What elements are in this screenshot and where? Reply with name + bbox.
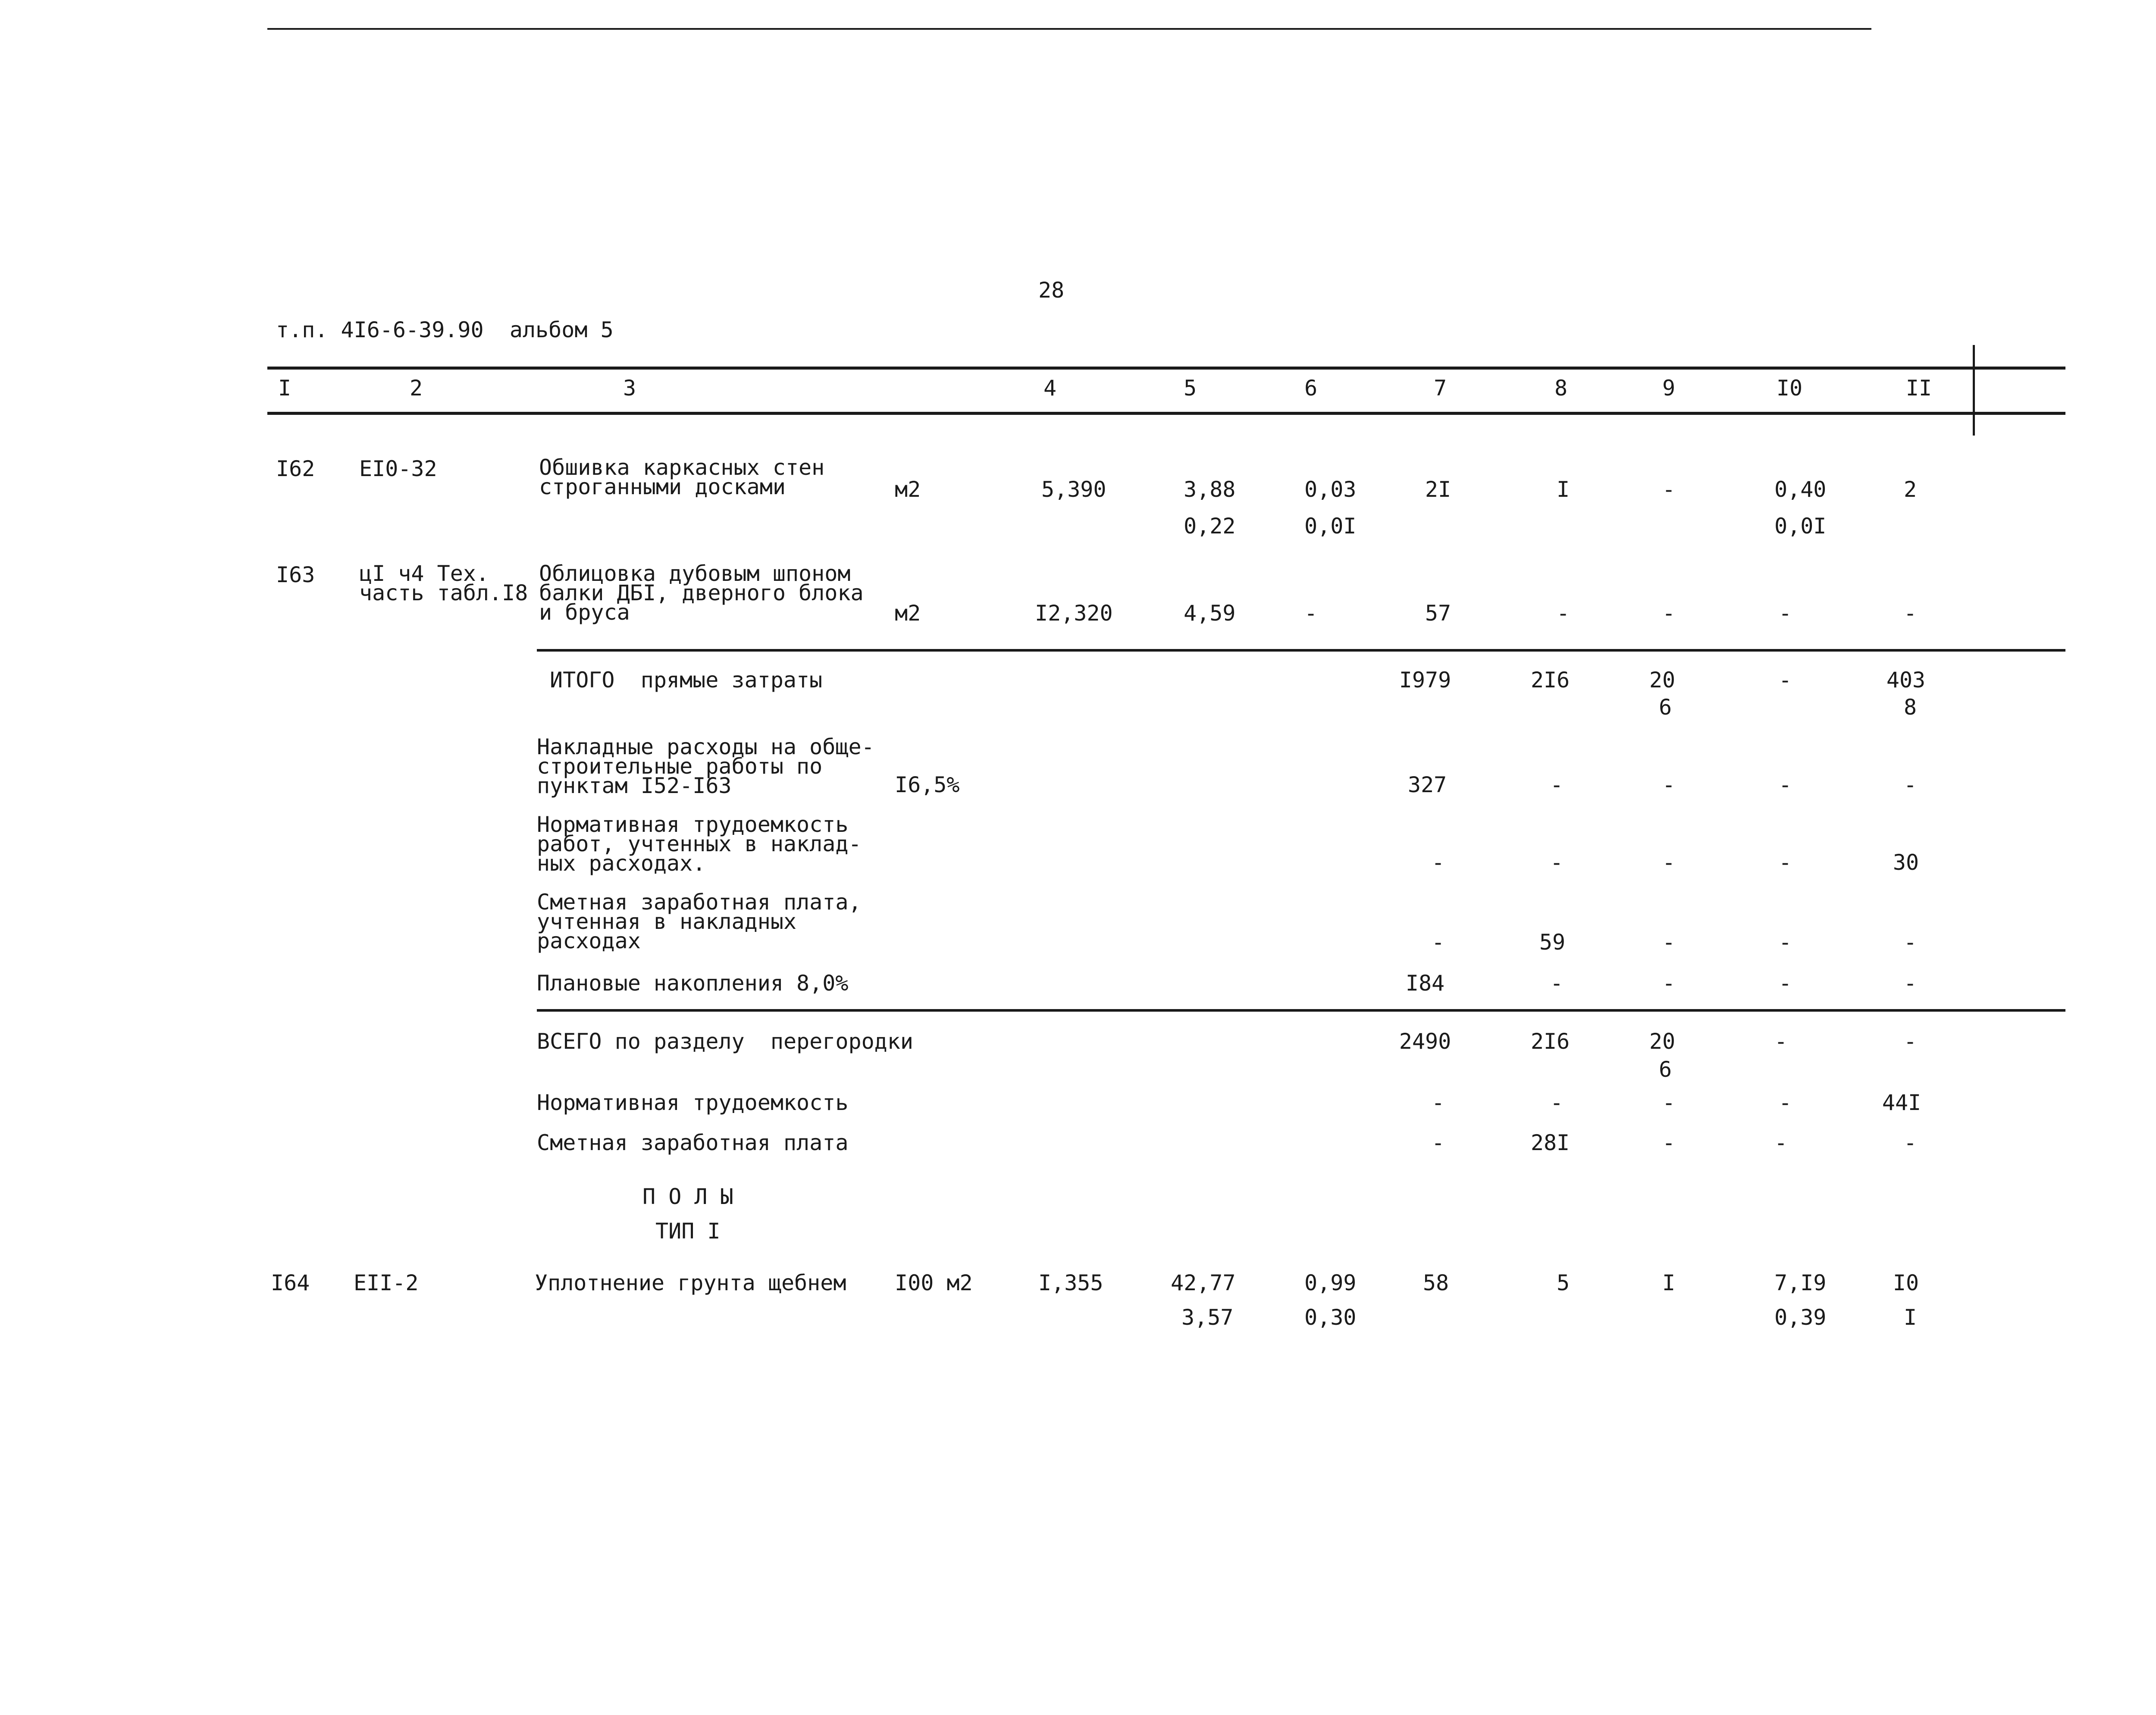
column-header: 7: [1433, 376, 1447, 401]
col7-value: -: [1431, 1090, 1445, 1115]
col9-value: -: [1662, 772, 1676, 797]
col7-value: 2490: [1399, 1029, 1451, 1054]
col7-value: 327: [1407, 772, 1447, 797]
col6-value: -: [1304, 601, 1318, 626]
column-header: 9: [1662, 376, 1676, 401]
col6-value: 0,03: [1304, 477, 1357, 502]
rate-code: EI0-32: [359, 456, 437, 481]
table-top-rule: [267, 367, 2065, 370]
col11-subvalue: I: [1903, 1305, 1917, 1330]
col7-value: 58: [1423, 1270, 1449, 1295]
col7-value: 2I: [1425, 477, 1451, 502]
col10-value: -: [1778, 930, 1792, 955]
section-labor-label: Нормативная трудоемкость: [537, 1090, 849, 1115]
col11-value: -: [1903, 772, 1917, 797]
col9-value: -: [1662, 850, 1676, 875]
col8-value: I: [1556, 477, 1570, 502]
column-header: 5: [1183, 376, 1197, 401]
col6-subvalue: 0,30: [1304, 1305, 1357, 1330]
col9-value: -: [1662, 930, 1676, 955]
col8-value: -: [1550, 772, 1564, 797]
col10-subvalue: 0,0I: [1774, 514, 1827, 539]
col8-value: -: [1550, 850, 1564, 875]
col11-subvalue: 8: [1903, 695, 1917, 720]
col7-value: -: [1431, 930, 1445, 955]
col9-value: -: [1662, 601, 1676, 626]
work-name: Облицовка дубовым шпоном балки ДБI, дверного блока и бруса: [539, 561, 864, 625]
column-header: 4: [1043, 376, 1057, 401]
col9-value: I: [1662, 1270, 1676, 1295]
section-total-label: ВСЕГО по разделу перегородки: [537, 1029, 913, 1054]
unit: I00 м2: [895, 1270, 973, 1295]
section-heading: П О Л Ы: [642, 1184, 733, 1209]
column-header: 3: [623, 376, 636, 401]
col7-value: I84: [1405, 971, 1445, 996]
column-header: 8: [1554, 376, 1568, 401]
col10-value: 0,40: [1774, 477, 1827, 502]
col9-value: -: [1662, 477, 1676, 502]
col8-value: 59: [1539, 930, 1566, 955]
col5-value: 4,59: [1184, 601, 1236, 626]
col9-value: -: [1662, 1130, 1676, 1155]
section-total-rule: [537, 1009, 2065, 1012]
col9-value: -: [1662, 971, 1676, 996]
col6-subvalue: 0,0I: [1304, 514, 1357, 539]
work-name: Обшивка каркасных стен строганными досками: [539, 455, 825, 499]
wage-overhead-label: Сметная заработная плата, учтенная в накладных расходах: [537, 890, 862, 953]
col11-value: 2: [1903, 477, 1917, 502]
col8-value: -: [1550, 1090, 1564, 1115]
col5-value: 3,88: [1184, 477, 1236, 502]
row-number: I62: [276, 456, 315, 481]
col11-value: -: [1903, 930, 1917, 955]
column-header: 2: [409, 376, 423, 401]
overhead-rate: I6,5%: [895, 772, 960, 797]
quantity: 5,390: [1041, 477, 1106, 502]
unit: м2: [895, 477, 921, 502]
section-subheading: ТИП I: [655, 1219, 721, 1244]
row-number: I63: [276, 562, 315, 587]
section-wage-label: Сметная заработная плата: [537, 1130, 849, 1155]
page-number: 28: [1038, 278, 1065, 303]
col10-value: -: [1778, 601, 1792, 626]
col10-value: -: [1778, 1090, 1792, 1115]
col7-value: I979: [1399, 668, 1451, 693]
column-header-rule: [267, 412, 2065, 415]
col11-value: 30: [1893, 850, 1919, 875]
col5-subvalue: 0,22: [1184, 514, 1236, 539]
col11-value: -: [1903, 971, 1917, 996]
col7-value: -: [1431, 1130, 1445, 1155]
col9-value: -: [1662, 1090, 1676, 1115]
col5-subvalue: 3,57: [1181, 1305, 1234, 1330]
row-number: I64: [271, 1270, 310, 1295]
col10-value: -: [1774, 1130, 1788, 1155]
col8-value: 5: [1556, 1270, 1570, 1295]
col11-value: -: [1903, 1130, 1917, 1155]
subtotal-rule: [537, 649, 2065, 652]
planned-savings-label: Плановые накопления 8,0%: [537, 971, 849, 996]
col8-value: -: [1556, 601, 1570, 626]
overhead-label: Накладные расходы на обще- строительные работы по пунктам I52-I63: [537, 734, 874, 798]
col9-value: 20: [1649, 668, 1676, 693]
work-name: Уплотнение грунта щебнем: [535, 1270, 846, 1295]
col11-value: 44I: [1882, 1090, 1921, 1115]
col10-value: -: [1778, 772, 1792, 797]
col10-value: -: [1774, 1029, 1788, 1054]
col7-value: 57: [1425, 601, 1451, 626]
col5-value: 42,77: [1171, 1270, 1236, 1295]
col7-value: -: [1431, 850, 1445, 875]
unit: м2: [895, 601, 921, 626]
col9-value: 20: [1649, 1029, 1676, 1054]
col9-subvalue: 6: [1658, 695, 1672, 720]
col9-subvalue: 6: [1658, 1057, 1672, 1082]
col10-value: -: [1778, 971, 1792, 996]
col8-value: 2I6: [1530, 668, 1570, 693]
col11-value: -: [1903, 1029, 1917, 1054]
col10-subvalue: 0,39: [1774, 1305, 1827, 1330]
col6-value: 0,99: [1304, 1270, 1357, 1295]
col10-value: -: [1778, 668, 1792, 693]
col8-value: 28I: [1530, 1130, 1570, 1155]
labor-norm-label: Нормативная трудоемкость работ, учтенных в наклад- ных расходах.: [537, 812, 862, 876]
direct-costs-label: ИТОГО прямые затраты: [550, 668, 823, 693]
col11-value: -: [1903, 601, 1917, 626]
column-header: I: [278, 376, 291, 401]
document-reference: т.п. 4I6-6-39.90 альбом 5: [276, 317, 614, 342]
rate-code: цI ч4 Тех. часть табл.I8: [359, 561, 528, 605]
col11-value: I0: [1893, 1270, 1919, 1295]
top-rule: [267, 28, 1871, 30]
col10-value: 7,I9: [1774, 1270, 1827, 1295]
quantity: I2,320: [1035, 601, 1113, 626]
col8-value: 2I6: [1530, 1029, 1570, 1054]
column-header: I0: [1776, 376, 1803, 401]
rate-code: EII-2: [354, 1270, 419, 1295]
col8-value: -: [1550, 971, 1564, 996]
col11-value: 403: [1886, 668, 1926, 693]
quantity: I,355: [1038, 1270, 1103, 1295]
column-header: II: [1905, 376, 1932, 401]
column-header: 6: [1304, 376, 1318, 401]
col10-value: -: [1778, 850, 1792, 875]
